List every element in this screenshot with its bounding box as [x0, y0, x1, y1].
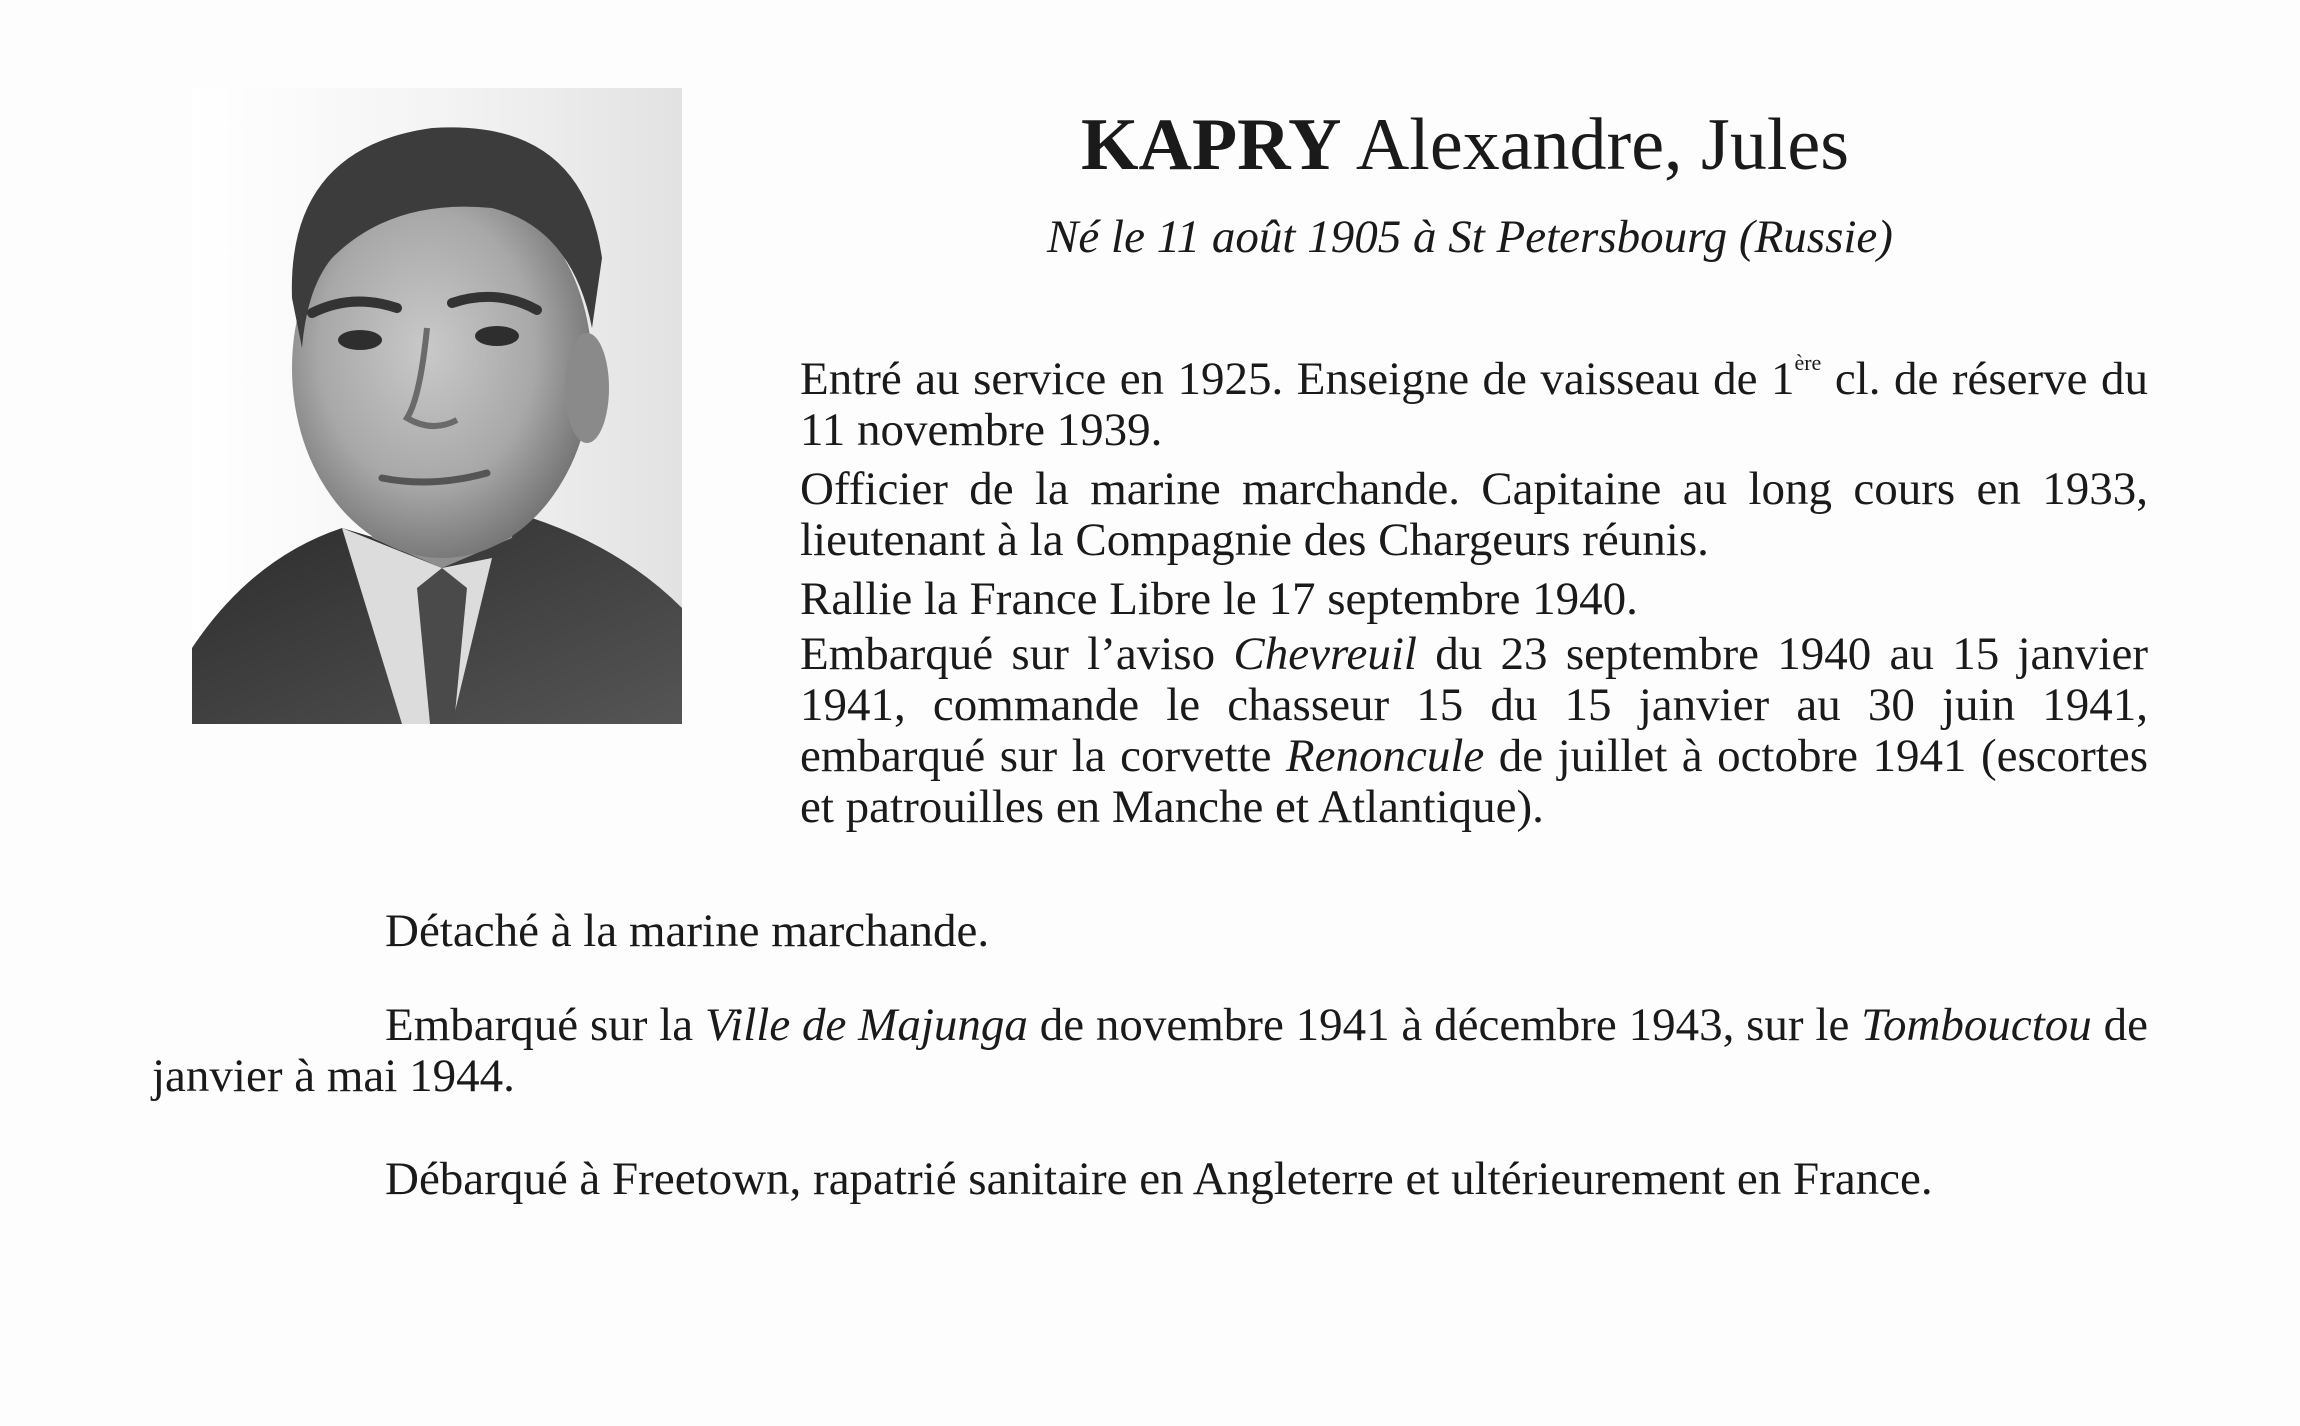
- bio-paragraph-merchant-officer: Officier de la marine marchande. Capitaine au long cours en 1933, lieutenant à la Compagnie des Chargeurs réunis.: [800, 463, 2148, 566]
- birth-info: Né le 11 août 1905 à St Petersbourg (Russie): [1047, 211, 1893, 263]
- bio-paragraph-embarked: Embarqué sur l’aviso Chevreuil du 23 septembre 1940 au 15 janvier 1941, commande le chasseur 15 du 15 janvier au 30 juin 1941, embarqué sur la corvette Renoncule de juillet à octobre 1941 (escortes et patrouilles en Manche et Atlantique).: [800, 628, 2148, 833]
- bio-paragraph-freetown: Débarqué à Freetown, rapatrié sanitaire en Angleterre et ultérieurement en France.: [385, 1153, 1933, 1205]
- portrait-photo: [192, 88, 682, 724]
- bio-paragraph-free-france: Rallie la France Libre le 17 septembre 1940.: [800, 573, 1638, 625]
- ship-name: Ville de Majunga: [704, 999, 1028, 1051]
- person-name: [900, 104, 2030, 186]
- bio-paragraph-detached: Détaché à la marine marchande.: [385, 905, 990, 957]
- surname: KAPRY: [1080, 104, 1342, 186]
- ship-name: Tombouctou: [1861, 999, 2092, 1051]
- bio-paragraph-ville-de-majunga: Embarqué sur la Ville de Majunga de novembre 1941 à décembre 1943, sur le Tombouctou de janvier à mai 1944.: [152, 999, 2148, 1102]
- ship-name: Renoncule: [1285, 730, 1485, 782]
- ordinal-superscript: ère: [1794, 350, 1822, 375]
- ship-name: Chevreuil: [1233, 628, 1417, 680]
- portrait-photo-icon: [192, 88, 682, 724]
- bio-paragraph-service: Entré au service en 1925. Enseigne de vaisseau de 1ère cl. de réserve du 11 novembre 1939.: [800, 350, 2148, 456]
- given-names: Alexandre, Jules: [1355, 104, 1850, 186]
- biography-column: [800, 350, 2148, 841]
